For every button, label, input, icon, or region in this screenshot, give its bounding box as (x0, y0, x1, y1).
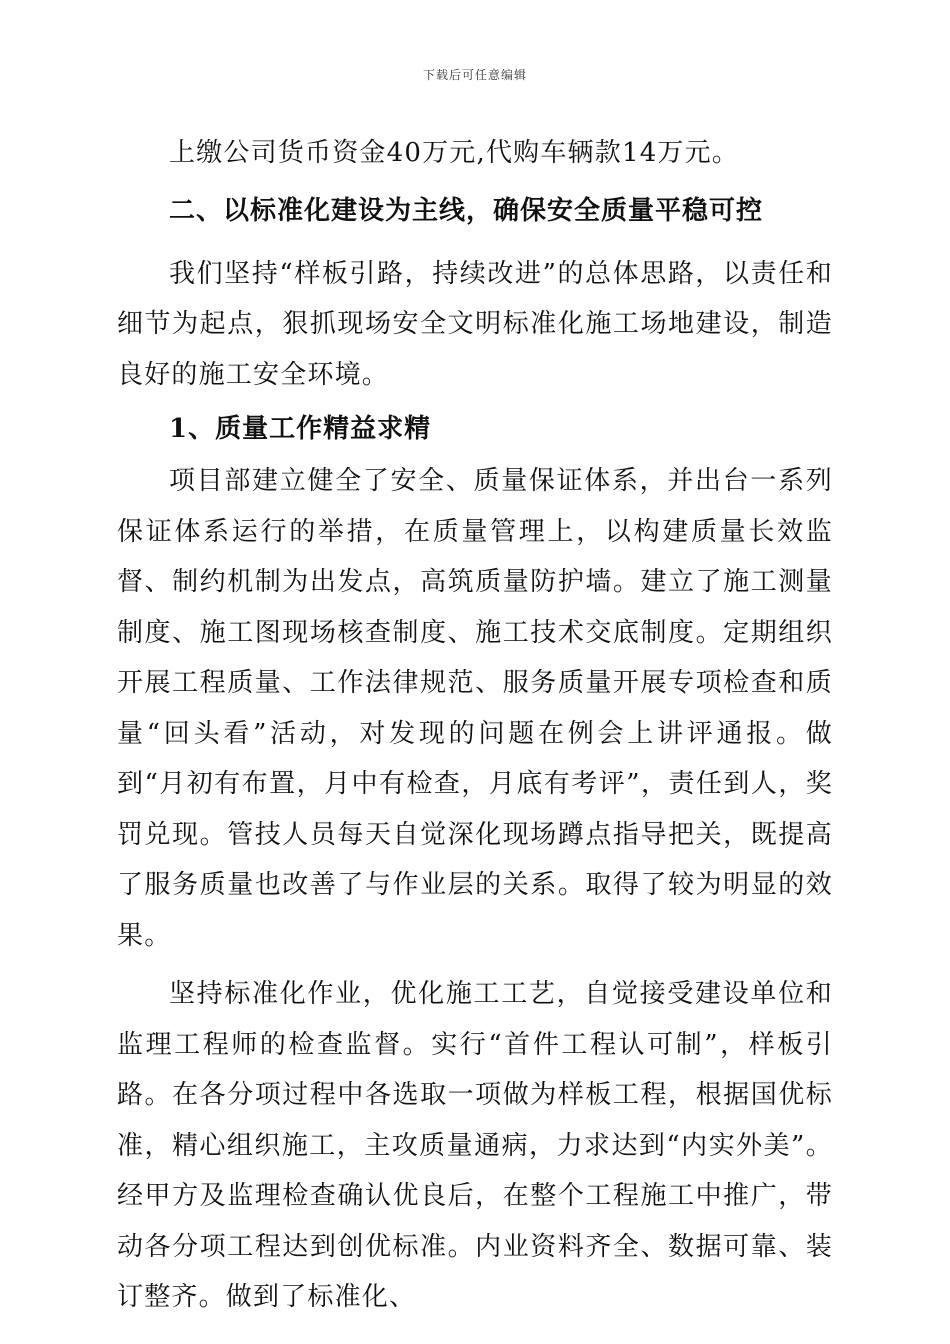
intro-line: 上缴公司货币资金40万元,代购车辆款14万元。 (169, 138, 740, 168)
subsection-heading: 1、质量工作精益求精 (169, 414, 432, 444)
section-heading: 二、以标准化建设为主线，确保安全质量平稳可控 (169, 195, 764, 226)
document-body (117, 128, 833, 1323)
paragraph-3: 坚持标准化作业，优化施工工艺，自觉接受建设单位和监理工程师的检查监督。实行“首件工程认可制”，样板引路。在各分项过程中各选取一项做为样板工程，根据国优标准，精心组织施工，主攻质量通病，力求达到“内实外美”。经甲方及监理检查确认优良后，在整个工程施工中推广，带动各分项工程达到创优标准。内业资料齐全、数据可靠、装订整齐。做到了标准化、 (117, 979, 833, 1312)
paragraph-gap (117, 961, 833, 969)
header-note: 下载后可任意编辑 (422, 68, 527, 82)
paragraph-2: 项目部建立健全了安全、质量保证体系，并出台一系列保证体系运行的举措，在质量管理上，以构建质量长效监督、制约机制为出发点，高筑质量防护墙。建立了施工测量制度、施工图现场核查制度、施工技术交底制度。定期组织开展工程质量、工作法律规范、服务质量开展专项检查和质量“回头看”活动，对发现的问题在例会上讲评通报。做到“月初有布置，月中有检查，月底有考评”，责任到人，奖罚兑现。管技人员每天自觉深化现场蹲点指导把关，既提高了服务质量也改善了与作业层的关系。取得了较为明显的效果。 (117, 466, 833, 951)
paragraph-1: 我们坚持“样板引路，持续改进”的总体思路，以责任和细节为起点，狠抓现场安全文明标准化施工场地建设，制造良好的施工安全环境。 (117, 258, 833, 390)
